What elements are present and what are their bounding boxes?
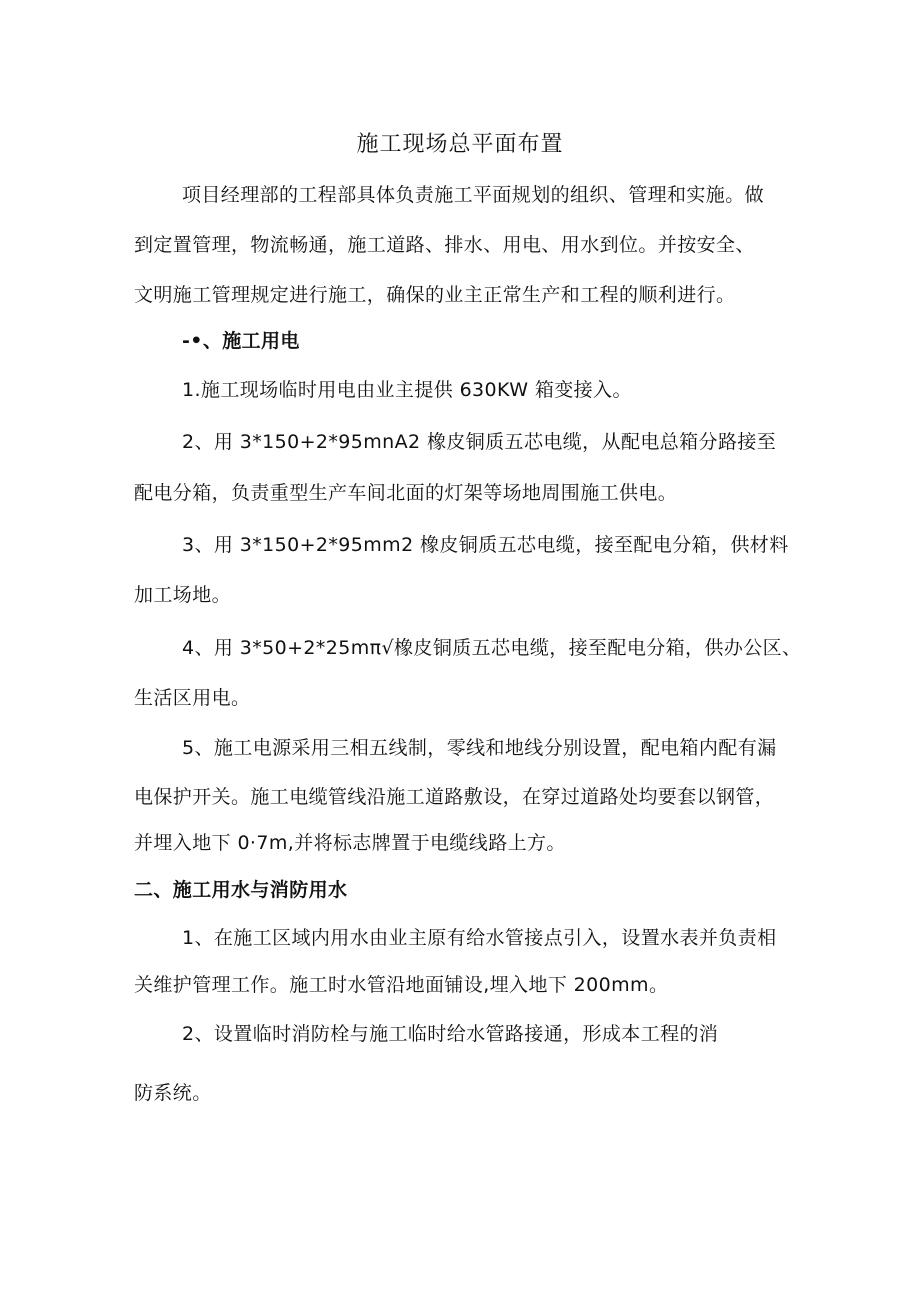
section-1-item-2: 2、用 3*150+2*95mnA2 橡皮铜质五芯电缆，从配电总箱分路接至 xyxy=(182,431,777,453)
intro-line-1: 项目经理部的工程部具体负责施工平面规划的组织、管理和实施。做 xyxy=(182,184,765,206)
section-1-item-5-cont-1: 电保护开关。施工电缆管线沿施工道路敷设，在穿过道路处均要套以钢管， xyxy=(134,786,775,808)
section-2-item-2: 2、设置临时消防栓与施工临时给水管路接通，形成本工程的消 xyxy=(182,1023,719,1045)
section-1-item-5: 5、施工电源采用三相五线制，零线和地线分别设置，配电箱内配有漏 xyxy=(182,737,777,759)
section-2-item-2-cont: 防系统。 xyxy=(134,1082,212,1104)
section-2-heading: 二、施工用水与消防用水 xyxy=(134,879,348,901)
section-1-item-5-cont-2: 并埋入地下 0·7m,并将标志牌置于电缆线路上方。 xyxy=(134,832,566,854)
section-2-item-1: 1、在施工区域内用水由业主原有给水管接点引入，设置水表并负责相 xyxy=(182,927,777,949)
document-title: 施工现场总平面布置 xyxy=(356,132,564,157)
section-1-item-2-cont: 配电分箱，负责重型生产车间北面的灯架等场地周围施工供电。 xyxy=(134,482,678,504)
section-1-item-3-cont: 加工场地。 xyxy=(134,584,232,606)
section-2-item-1-cont: 关维护管理工作。施工时水管沿地面铺设,埋入地下 200mm。 xyxy=(134,974,669,996)
section-1-item-3: 3、用 3*150+2*95mm2 橡皮铜质五芯电缆，接至配电分箱，供材料 xyxy=(182,534,789,556)
intro-line-2: 到定置管理，物流畅通，施工道路、排水、用电、用水到位。并按安全、 xyxy=(134,234,755,256)
section-1-item-4-cont: 生活区用电。 xyxy=(134,687,251,709)
section-1-item-4: 4、用 3*50+2*25mπ√橡皮铜质五芯电缆，接至配电分箱，供办公区、 xyxy=(182,637,802,659)
section-1-item-1: 1.施工现场临时用电由业主提供 630KW 箱变接入。 xyxy=(182,379,632,401)
intro-line-3: 文明施工管理规定进行施工，确保的业主正常生产和工程的顺利进行。 xyxy=(134,284,736,306)
section-1-heading: -•、施工用电 xyxy=(182,330,300,352)
